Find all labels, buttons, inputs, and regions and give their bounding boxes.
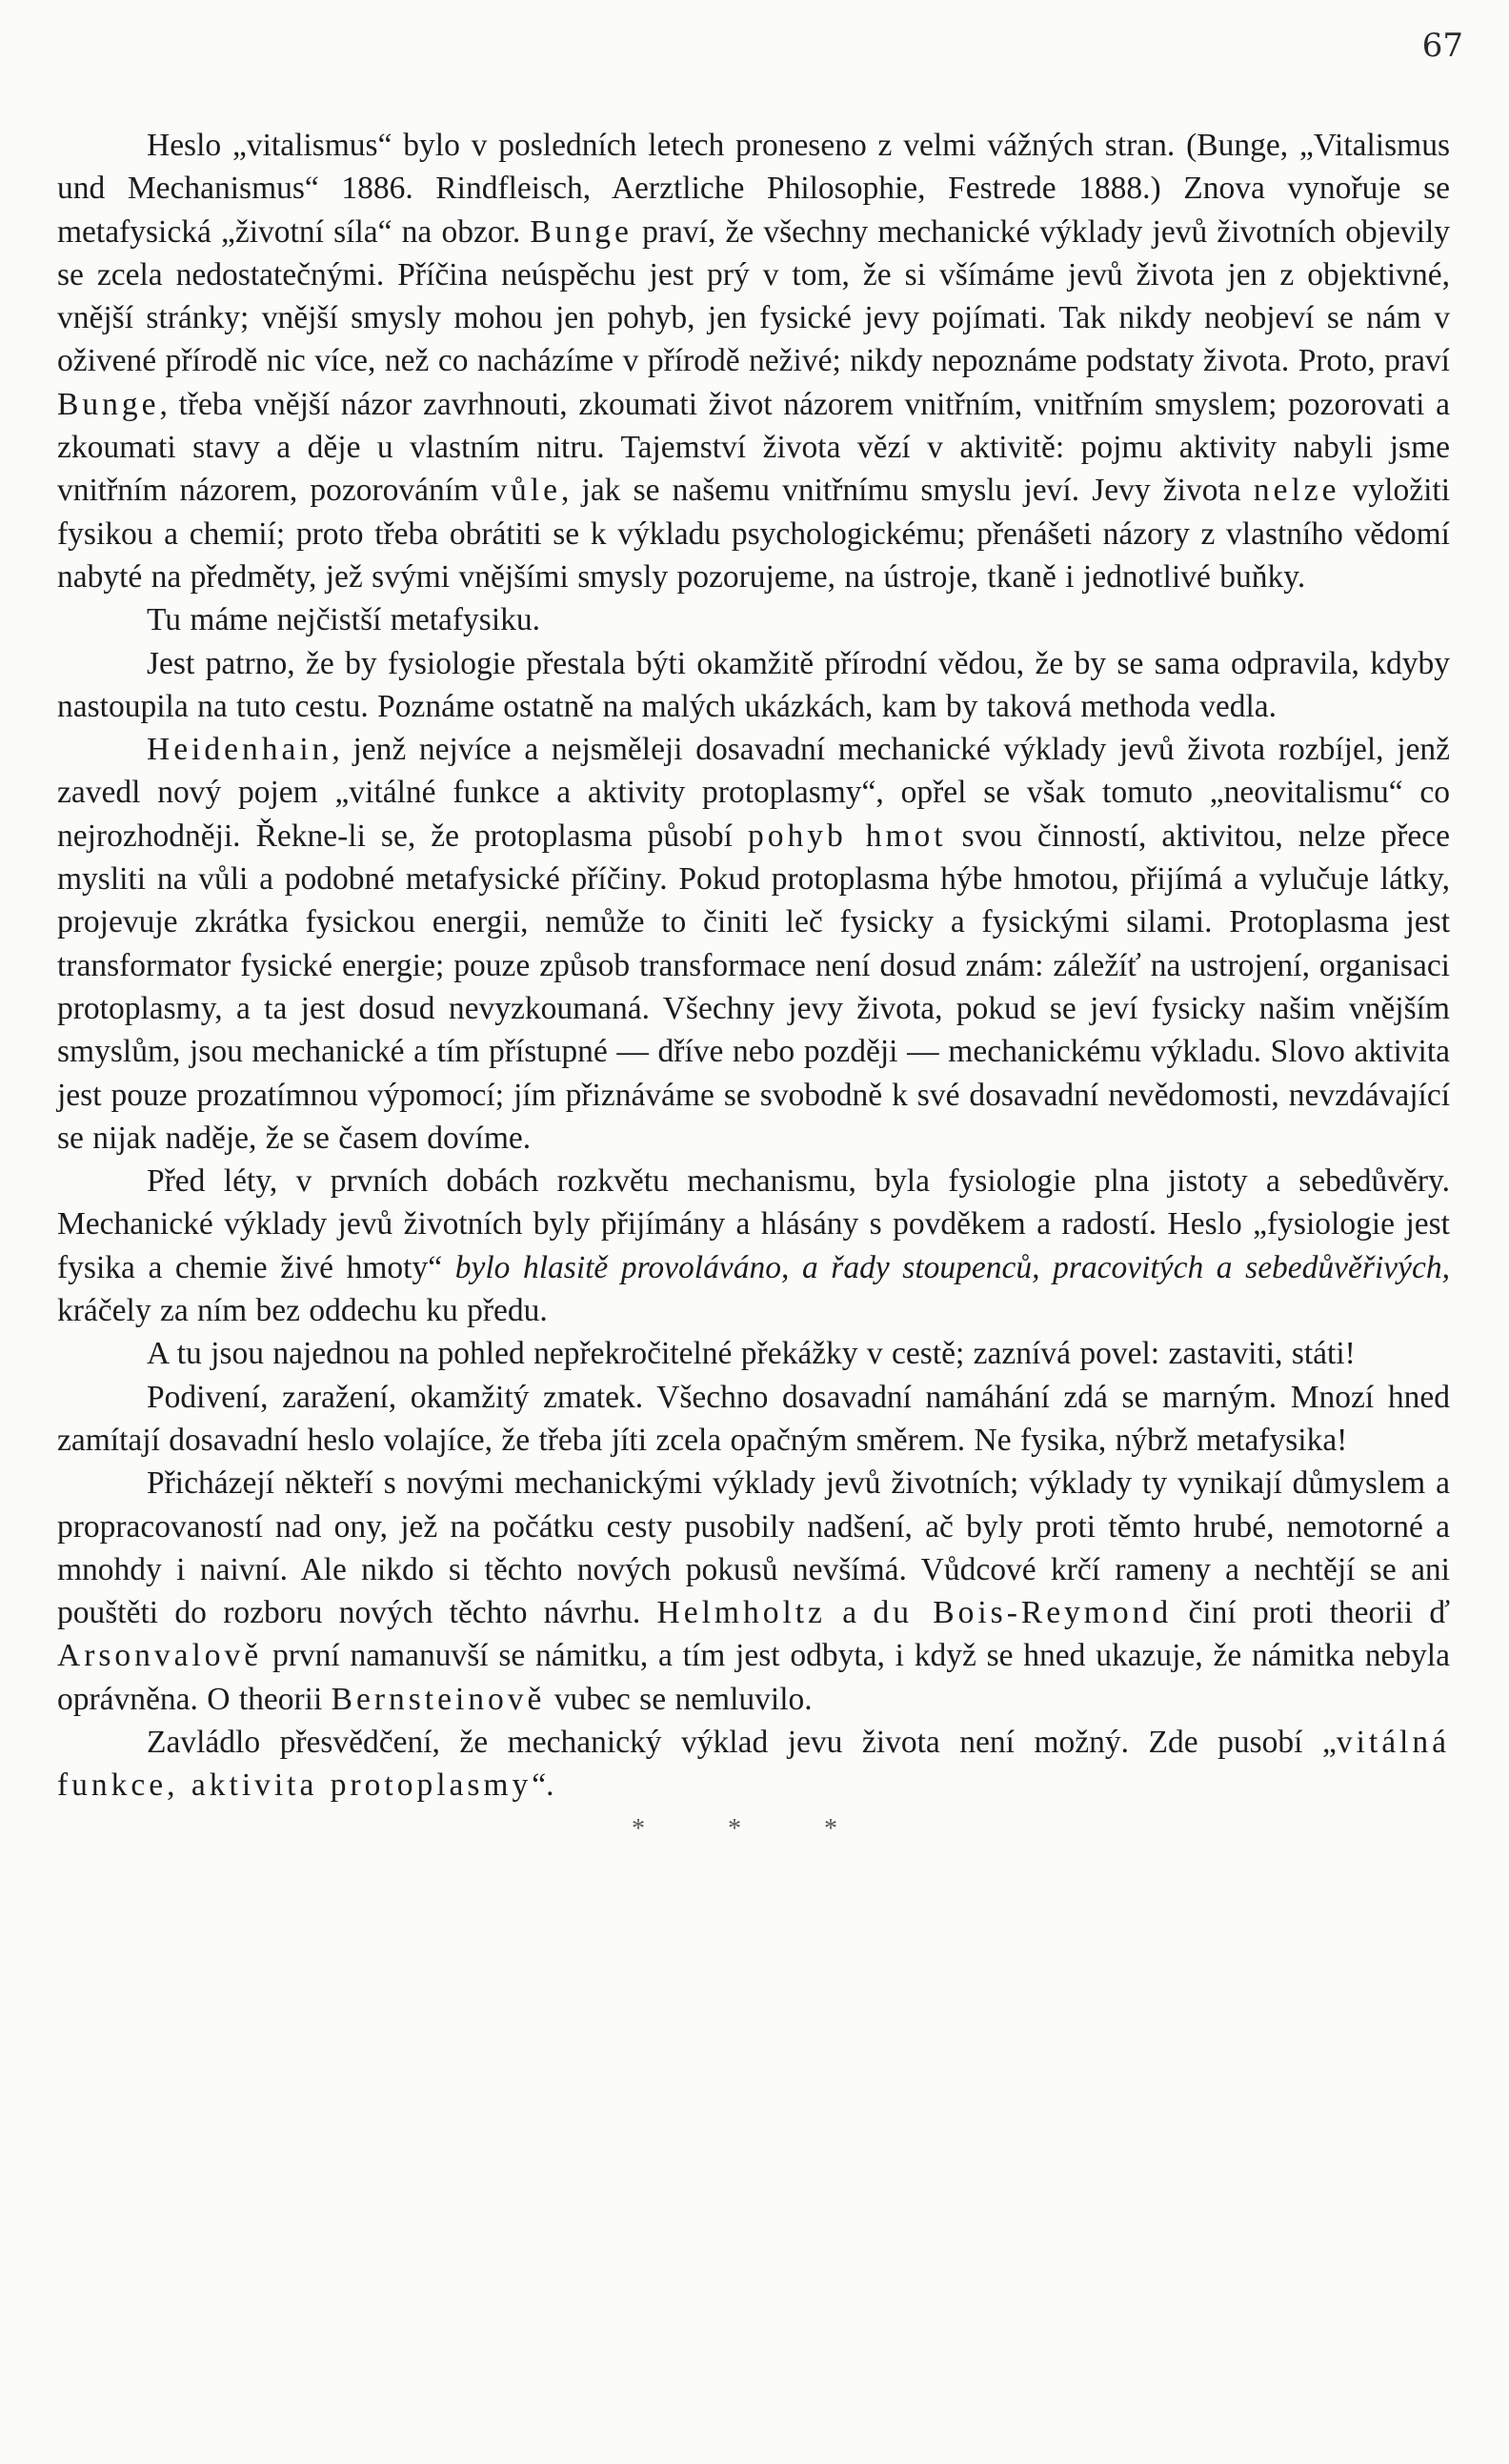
paragraph [57, 1721, 1450, 1808]
emphasized-name: pohyb hmot [747, 818, 947, 854]
emphasized-name: Bunge [57, 386, 160, 422]
paragraph [57, 124, 1450, 598]
text-segment: , třeba vnější názor zavrhnouti, zkoumati život názorem vnitřním, vnitřním smyslem; pozorovati a zkoumati stavy a děje u vlastním nitru. Tajemství života vězí v aktivitě: pojmu aktivity nabyli jsme vnitřním názorem, pozorováním [57, 386, 1450, 509]
text-segment: , jenž nejvíce a nejsměleji dosavadní mechanické výklady jevů života rozbíjel, jenž zavedl nový pojem „vitálné funkce a aktivity protoplasmy“, opřel se však tomuto „neovitalismu“ co nejrozhodněji. Řekne-li se, že protoplasma působí [57, 732, 1450, 854]
text-segment: Před léty, v prvních dobách rozkvětu mechanismu, byla fysiologie plna jistoty a sebedůvěry. Mechanické výklady jevů životních byly přijímány a hlásány s povděkem a radostí. Heslo „fysiologie jest fysika a chemie živé hmoty“ [57, 1163, 1450, 1285]
emphasized-name: Arsonvalově [57, 1638, 263, 1674]
text-segment: , jak se našemu vnitřnímu smyslu jeví. Jevy života [560, 473, 1254, 509]
text-segment: a [825, 1595, 874, 1631]
emphasized-name: Bernsteinově [331, 1681, 546, 1717]
emphasized-name: Helmholtz [656, 1595, 826, 1631]
paragraph [57, 728, 1450, 1160]
emphasized-name: Bunge [530, 213, 633, 250]
paragraph [57, 642, 1450, 729]
emphasized-name: vitálná funkce, aktivita protoplasmy [57, 1724, 1450, 1804]
text-segment: A tu jsou najednou na pohled nepřekročitelné překážky v cestě; zaznívá povel: zastaviti, státi! [147, 1336, 1356, 1372]
section-separator: * * * [632, 1813, 875, 1844]
paragraph [57, 1160, 1450, 1332]
emphasized-name: vůle [491, 473, 561, 509]
text-segment: vubec se nemluvilo. [545, 1681, 813, 1717]
text-segment: činí proti theorii ď [1172, 1595, 1450, 1631]
text-segment: svou činností, aktivitou, nelze přece mysliti na vůli a podobné metafysické příčiny. Pokud protoplasma hýbe hmotou, přijímá a vylučuje látky, projevuje zkrátka fysickou energii, nemůže to činiti leč fysicky a fysickými silami. Protoplasma jest transformator fysické energie; pouze způsob transformace není dosud znám: záležíť na ustrojení, organisaci protoplasmy, a ta jest dosud nevyzkoumaná. Všechny jevy života, pokud se jeví fysicky našim vnějším smyslům, jsou mechanické a tím přístupné — dříve nebo později — mechanickému výkladu. Slovo aktivita jest pouze prozatímnou výpomocí; jím přiznáváme se svobodně k své dosavadní nevědomosti, nevzdávající se nijak naděje, že se časem dovíme. [57, 818, 1450, 1156]
text-segment: Přicházejí někteří s novými mechanickými výklady jevů životních; výklady ty vynikají důmyslem a propracovaností nad ony, jež na počátku cesty pusobily nadšení, ač byly proti těmto hrubé, nemotorné a mnohdy i naivní. Ale nikdo si těchto nových pokusů nevšímá. Vůdcové krčí rameny a nechtějí se ani pouštěti do rozboru nových těchto návrhu. [57, 1465, 1450, 1631]
paragraph [57, 1462, 1450, 1721]
text-segment: Heslo „vitalismus“ bylo v posledních letech proneseno z velmi vážných stran. (Bunge, „Vitalismus und Mechanismus“ 1886. Rindfleisch, Aerztliche Philosophie, Festrede 1888.) Znova vynořuje se metafysická „životní síla“ na obzor. [57, 128, 1450, 250]
emphasized-name: Heidenhain [147, 732, 332, 768]
page-number: 67 [1421, 27, 1463, 65]
emphasized-name: du Bois-Reymond [873, 1595, 1173, 1631]
italic-text: bylo hlasitě provoláváno, a řady stoupenců, pracovitých a sebedůvěřivých, [454, 1249, 1450, 1285]
text-segment: Jest patrno, že by fysiologie přestala býti okamžitě přírodní vědou, že by se sama odpravila, kdyby nastoupila na tuto cestu. Poznáme ostatně na malých ukázkách, kam by taková methoda vedla. [57, 645, 1450, 724]
paragraph [57, 1332, 1450, 1375]
text-segment: Zavládlo přesvědčení, že mechanický výklad jevu života není možný. Zde pusobí „ [147, 1724, 1337, 1760]
paragraph [57, 1376, 1450, 1463]
paragraph [57, 598, 1450, 641]
text-segment: Tu máme nejčistší metafysiku. [147, 602, 541, 638]
text-segment: vyložiti fysikou a chemií; proto třeba obrátiti se k výkladu psychologickému; přenášeti názory z vlastního vědomí nabyté na předměty, jež svými vnějšími smysly pozorujeme, na ústroje, tkaně i jednotlivé buňky. [57, 473, 1450, 595]
emphasized-name: nelze [1253, 473, 1340, 509]
text-segment: první namanuvší se námitku, a tím jest odbyta, i když se hned ukazuje, že námitka nebyla oprávněna. O theorii [57, 1638, 1450, 1717]
text-segment: Podivení, zaražení, okamžitý zmatek. Všechno dosavadní namáhání zdá se marným. Mnozí hned zamítají dosavadní heslo volajíce, že třeba jíti zcela opačným směrem. Ne fysika, nýbrž metafysika! [57, 1379, 1450, 1458]
text-segment: “. [532, 1767, 554, 1804]
text-segment: kráčely za ním bez oddechu ku předu. [57, 1293, 548, 1329]
body-text [57, 124, 1450, 1850]
text-segment: praví, že všechny mechanické výklady jevů životních objevily se zcela nedostatečnými. Příčina neúspěchu jest prý v tom, že si všímáme jevů života jen z objektivné, vnější stránky; vnější smysly mohou jen pohyb, jen fysické jevy pojímati. Tak nikdy neobjeví se nám v oživené přírodě nic více, než co nacházíme v přírodě neživé; nikdy nepoznáme podstaty života. Proto, praví [57, 213, 1450, 379]
